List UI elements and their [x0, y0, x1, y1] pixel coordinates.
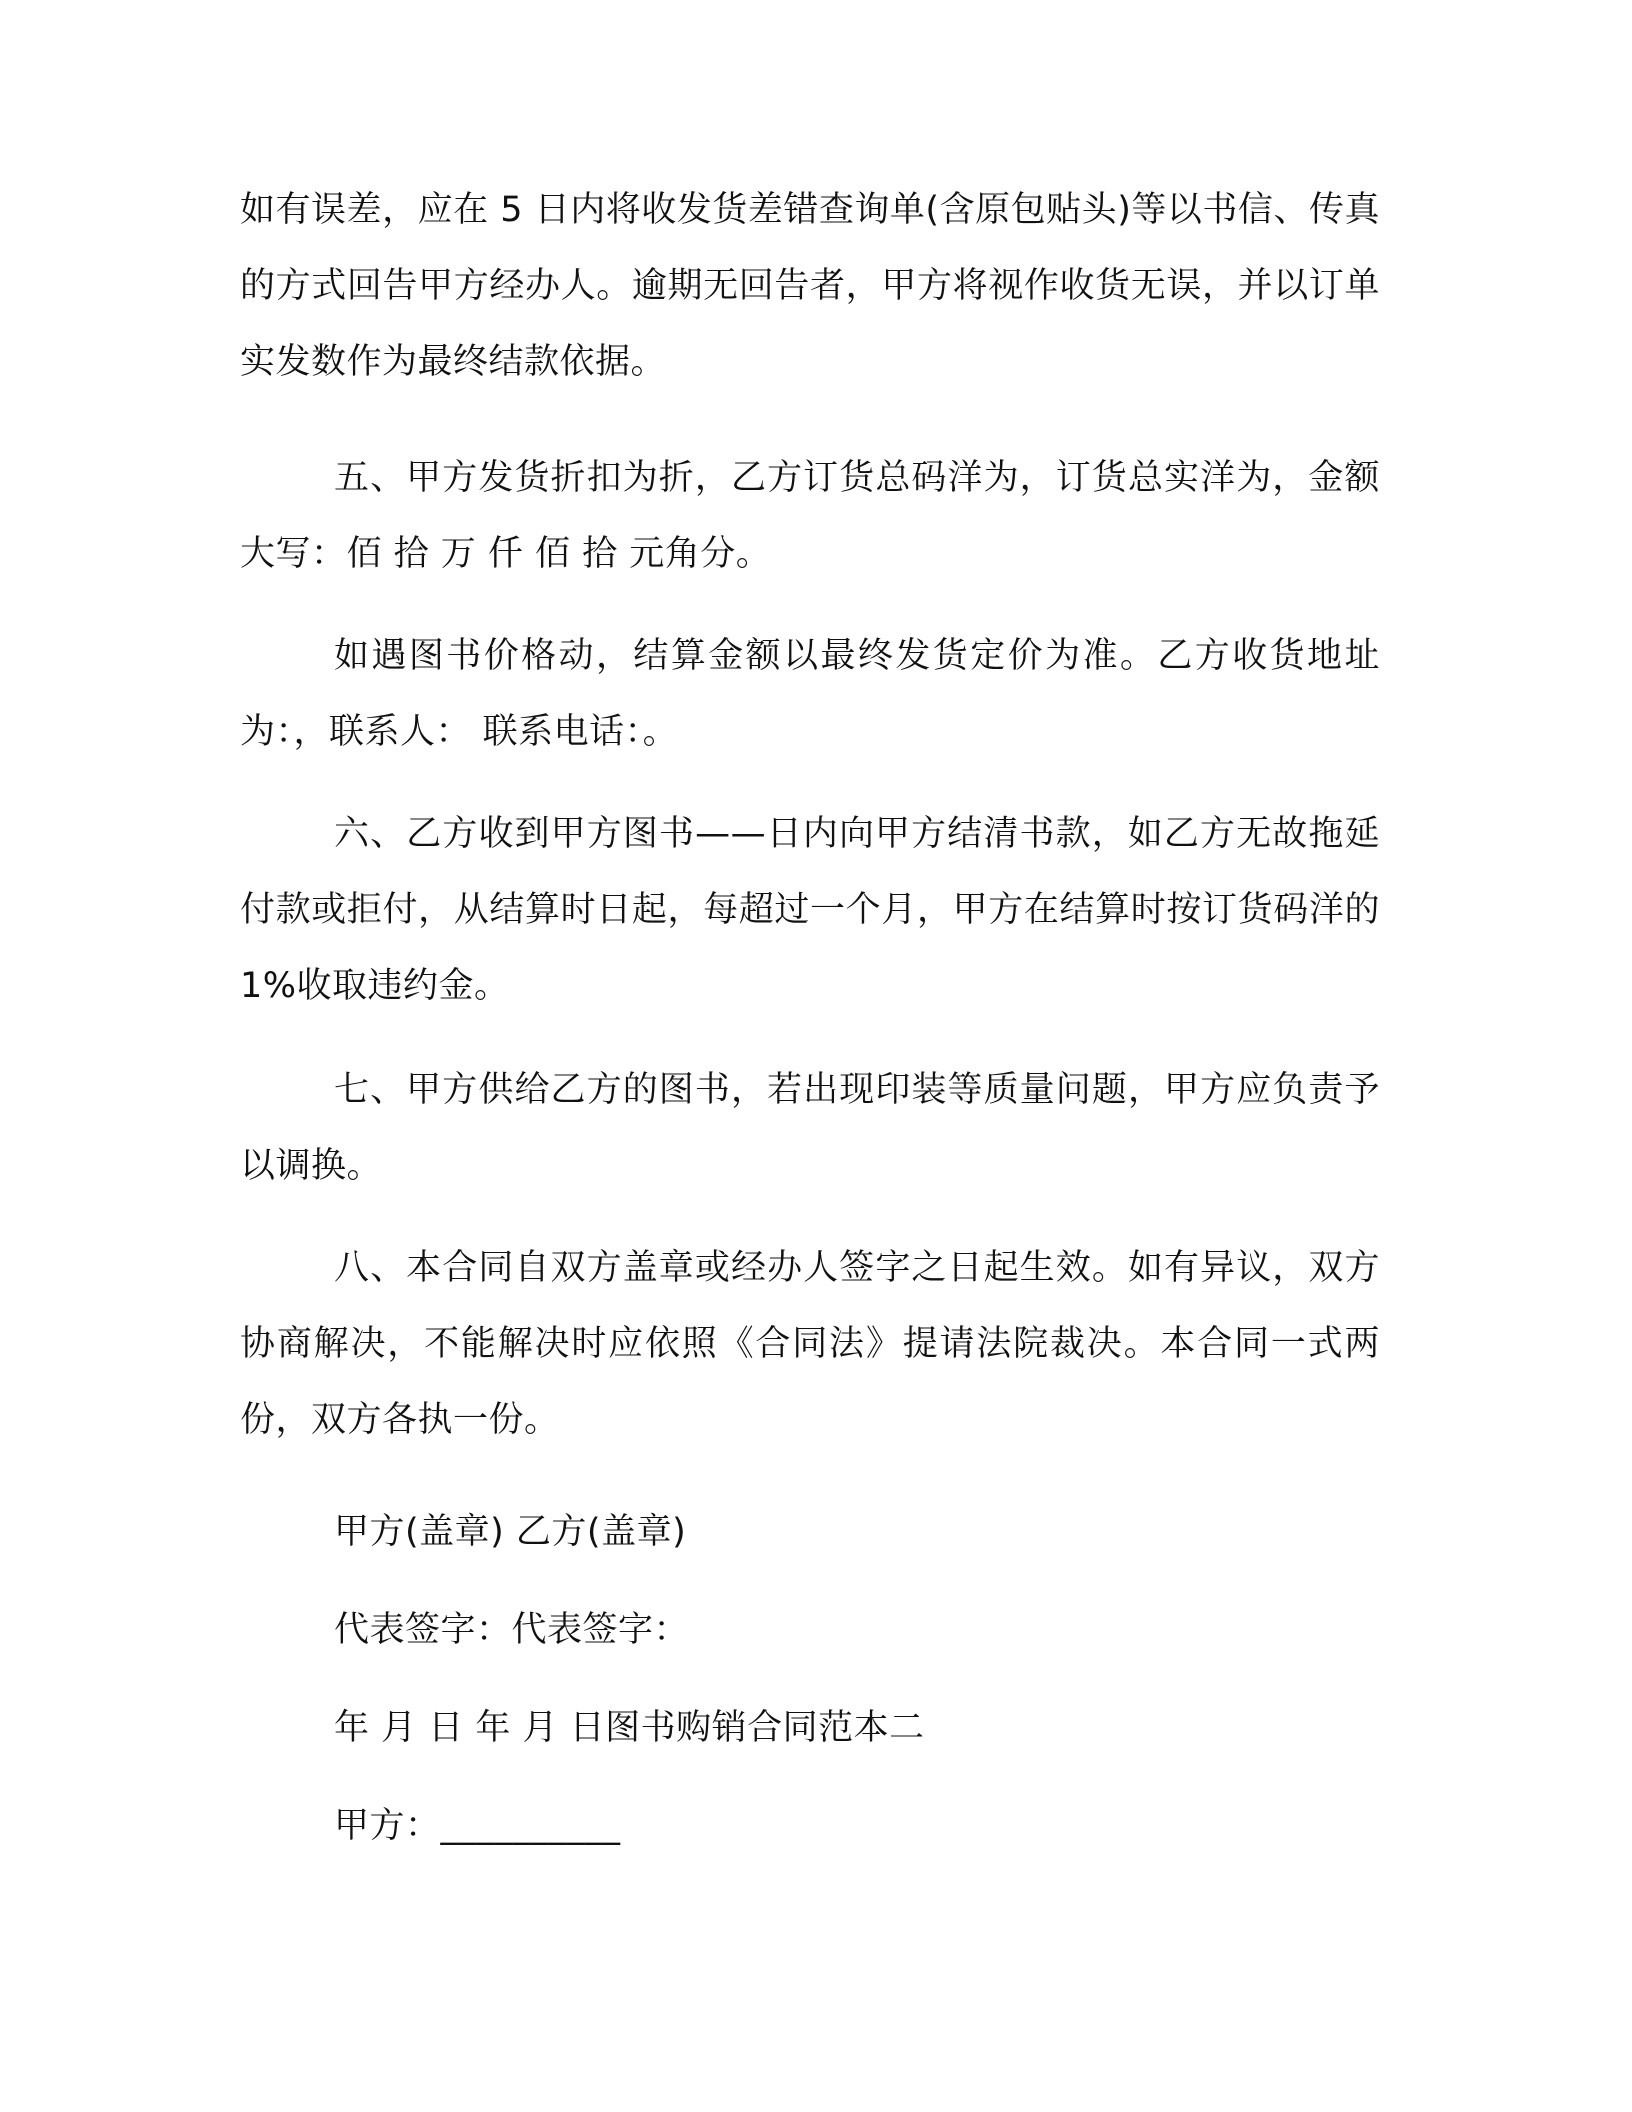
party-a-line: 甲方：__________: [334, 1806, 621, 1846]
paragraph-clause-6: 六、乙方收到甲方图书——日内向甲方结清书款，如乙方无故拖延付款或拒付，从结算时日起，每超过一个月，甲方在结算时按订货码洋的 1%收取违约金。: [240, 814, 1380, 1006]
seal-line: 甲方(盖章) 乙方(盖章): [334, 1512, 687, 1552]
paragraph-discrepancy: 如有误差，应在 5 日内将收发货差错查询单(含原包贴头)等以书信、传真的方式回告甲方经办人。逾期无回告者，甲方将视作收货无误，并以订单实发数作为最终结款依据。: [240, 190, 1380, 382]
paragraph-price-change: 如遇图书价格动，结算金额以最终发货定价为准。乙方收货地址为：，联系人： 联系电话：。: [240, 636, 1380, 752]
signature-line: 代表签字：代表签字：: [334, 1610, 690, 1650]
paragraph-clause-7: 七、甲方供给乙方的图书，若出现印装等质量问题，甲方应负责予以调换。: [240, 1070, 1380, 1186]
paragraph-clause-8: 八、本合同自双方盖章或经办人签字之日起生效。如有异议，双方协商解决，不能解决时应依照《合同法》提请法院裁决。本合同一式两份，双方各执一份。: [240, 1248, 1380, 1440]
date-title-line: 年 月 日 年 月 日图书购销合同范本二: [334, 1708, 925, 1748]
paragraph-clause-5: 五、甲方发货折扣为折，乙方订货总码洋为，订货总实洋为，金额大写：佰 拾 万 仟 佰 拾 元角分。: [240, 458, 1380, 574]
